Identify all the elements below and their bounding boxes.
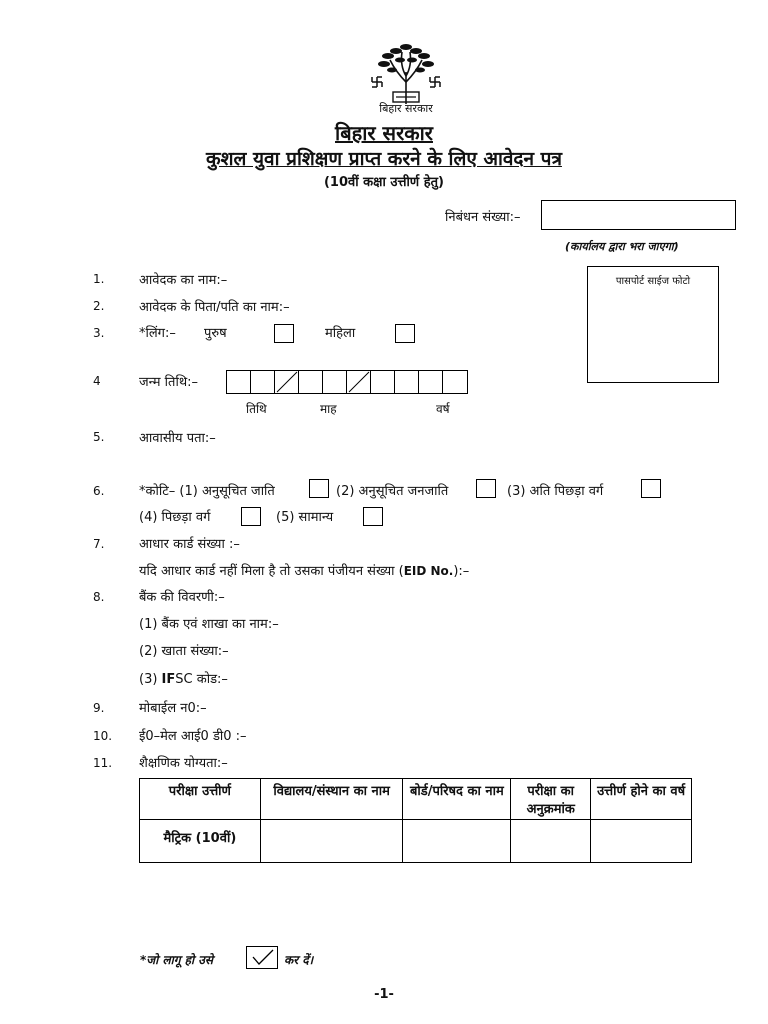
photo-label: पासपोर्ट साईज फोटो — [615, 276, 691, 287]
field-number: 4 — [93, 374, 101, 388]
category-bc-checkbox[interactable] — [241, 507, 261, 526]
dob-month-digit-2[interactable] — [323, 371, 347, 393]
office-use-note: (कार्यालय द्वारा भरा जाएगा) — [565, 240, 679, 253]
gender-label: *लिंग:– — [139, 326, 176, 341]
bank-details-label: बैंक की विवरणी:– — [139, 590, 225, 605]
field-number: 6. — [93, 484, 105, 498]
gender-female-checkbox[interactable] — [395, 324, 415, 343]
category-label-sc: *कोटि– (1) अनुसूचित जाति — [139, 484, 275, 499]
category-st-checkbox[interactable] — [476, 479, 496, 498]
column-header: परीक्षा उत्तीर्ण — [140, 779, 261, 820]
table-cell-exam: मैट्रिक (10वीं) — [140, 820, 261, 863]
education-label: शैक्षणिक योग्यता:– — [139, 756, 228, 771]
field-number: 7. — [93, 537, 105, 551]
account-number-label: (2) खाता संख्या:– — [139, 644, 229, 659]
gender-male-checkbox[interactable] — [274, 324, 294, 343]
dob-label: जन्म तिथि:– — [139, 375, 199, 390]
dob-day-caption: तिथि — [246, 402, 267, 416]
category-ebc-label: (3) अति पिछड़ा वर्ग — [507, 484, 604, 499]
category-ebc-checkbox[interactable] — [641, 479, 661, 498]
field-number: 8. — [93, 590, 105, 604]
category-bc-label: (4) पिछड़ा वर्ग — [139, 510, 211, 525]
dob-day-digit-1[interactable] — [227, 371, 251, 393]
dob-year-digit-3[interactable] — [419, 371, 443, 393]
field-number: 9. — [93, 701, 105, 715]
page-title-form: कुशल युवा प्रशिक्षण प्राप्त करने के लिए आवेदन पत्र — [206, 148, 562, 170]
address-label: आवासीय पता:– — [139, 431, 216, 446]
table-cell-year[interactable] — [591, 820, 692, 863]
dob-input-boxes[interactable] — [226, 370, 468, 394]
field-number: 3. — [93, 326, 105, 340]
category-general-label: (5) सामान्य — [276, 510, 334, 525]
dob-month-caption: माह — [320, 402, 337, 416]
dob-day-digit-2[interactable] — [251, 371, 275, 393]
page-title-government: बिहार सरकार — [335, 121, 433, 145]
column-header: बोर्ड/परिषद का नाम — [403, 779, 511, 820]
registration-number-field[interactable] — [541, 200, 736, 230]
dob-separator-slash — [275, 371, 299, 393]
email-label: ई0–मेल आई0 डी0 :– — [139, 729, 247, 744]
education-table — [139, 778, 692, 863]
dob-year-digit-4[interactable] — [443, 371, 467, 393]
dob-year-digit-1[interactable] — [371, 371, 395, 393]
column-header: उत्तीर्ण होने का वर्ष — [591, 779, 692, 820]
dob-separator-slash — [347, 371, 371, 393]
tick-mark-icon — [246, 946, 278, 969]
dob-year-digit-2[interactable] — [395, 371, 419, 393]
column-header: परीक्षा का अनुक्रमांक — [511, 779, 591, 820]
field-number: 2. — [93, 299, 105, 313]
bank-branch-label: (1) बैंक एवं शाखा का नाम:– — [139, 617, 279, 632]
table-cell-school[interactable] — [260, 820, 403, 863]
field-number: 1. — [93, 272, 105, 286]
dob-month-digit-1[interactable] — [299, 371, 323, 393]
table-header-row — [140, 779, 692, 820]
column-header: विद्यालय/संस्थान का नाम — [260, 779, 403, 820]
category-st-label: (2) अनुसूचित जनजाति — [336, 484, 449, 499]
emblem-caption: बिहार सरकार — [379, 102, 433, 115]
father-husband-name-label: आवेदक के पिता/पति का नाम:– — [139, 300, 290, 315]
eid-label: यदि आधार कार्ड नहीं मिला है तो उसका पंजीयन संख्या (EID No.):– — [139, 564, 470, 579]
dob-year-caption: वर्ष — [436, 402, 450, 416]
field-number: 5. — [93, 430, 105, 444]
field-number: 11. — [93, 756, 113, 770]
page-subtitle: (10वीं कक्षा उत्तीर्ण हेतु) — [323, 175, 444, 190]
ifsc-label: (3) IFSC कोड:– — [139, 672, 228, 687]
table-row — [140, 820, 692, 863]
table-cell-roll[interactable] — [511, 820, 591, 863]
page-number: -1- — [374, 987, 394, 1002]
registration-label: निबंधन संख्या:– — [445, 210, 521, 225]
table-cell-board[interactable] — [403, 820, 511, 863]
gender-female-label: महिला — [325, 326, 356, 341]
category-general-checkbox[interactable] — [363, 507, 383, 526]
footer-note: *जो लागू हो उसे — [140, 953, 213, 967]
category-sc-checkbox[interactable] — [309, 479, 329, 498]
field-number: 10. — [93, 729, 113, 743]
gender-male-label: पुरुष — [204, 326, 227, 341]
mobile-label: मोबाईल न0:– — [139, 701, 207, 716]
passport-photo-box[interactable] — [587, 266, 719, 383]
footer-note-end: कर दें। — [284, 953, 314, 967]
applicant-name-label: आवेदक का नाम:– — [139, 273, 228, 288]
aadhaar-label: आधार कार्ड संख्या :– — [139, 537, 240, 552]
